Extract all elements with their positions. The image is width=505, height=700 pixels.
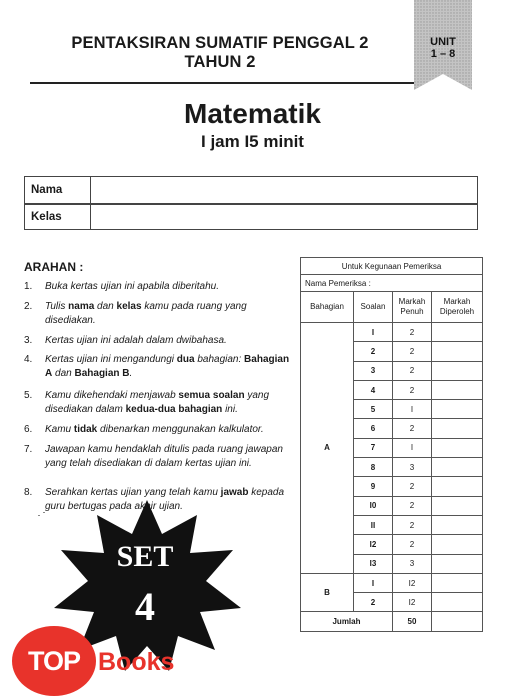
instruction-text: Buka kertas ujian ini apabila diberitahu.	[45, 281, 219, 292]
exam-duration: I jam I5 minit	[201, 132, 304, 151]
print-speck	[38, 515, 40, 516]
instruction-text: Serahkan kertas ujian yang telah kamu jawab kepada guru bertugas pada akhir ujian.	[45, 487, 285, 512]
table-row	[301, 573, 483, 592]
student-info-box	[24, 176, 478, 230]
marks-obtained-cell[interactable]	[432, 419, 483, 438]
instruction-text: Kamu tidak dibenarkan menggunakan kalkulator.	[45, 424, 264, 435]
full-marks: 2	[393, 477, 432, 496]
question-number: I	[354, 573, 393, 592]
instruction-text: Jawapan kamu hendaklah ditulis pada ruang jawapan yang telah disediakan di dalam kertas ujian ini.	[45, 444, 283, 469]
marks-obtained-cell[interactable]	[432, 342, 483, 361]
full-marks: I	[393, 438, 432, 457]
total-value: 50	[393, 612, 432, 631]
marks-obtained-cell[interactable]	[432, 438, 483, 457]
instruction-item	[24, 353, 290, 381]
instruction-item	[24, 300, 290, 328]
instruction-item	[24, 334, 290, 348]
full-marks: 3	[393, 554, 432, 573]
full-marks: 2	[393, 380, 432, 399]
assessment-title: PENTAKSIRAN SUMATIF PENGGAL 2	[71, 34, 369, 52]
table-row	[301, 323, 483, 342]
marks-obtained-cell[interactable]	[432, 477, 483, 496]
table-title: Untuk Kegunaan Pemeriksa	[301, 258, 483, 275]
marks-obtained-cell[interactable]	[432, 458, 483, 477]
total-label: Jumlah	[301, 612, 393, 631]
marks-obtained-cell[interactable]	[432, 554, 483, 573]
header-full-marks: Markah Penuh	[393, 292, 432, 323]
question-number: 7	[354, 438, 393, 457]
marks-obtained-cell[interactable]	[432, 593, 483, 612]
question-number: I2	[354, 535, 393, 554]
name-field[interactable]	[93, 177, 477, 203]
total-obtained-cell[interactable]	[432, 612, 483, 631]
question-number: 6	[354, 419, 393, 438]
question-number: I3	[354, 554, 393, 573]
marks-obtained-cell[interactable]	[432, 496, 483, 515]
marks-obtained-cell[interactable]	[432, 361, 483, 380]
full-marks: I	[393, 400, 432, 419]
instruction-number: 1.	[24, 281, 33, 292]
set-label: SET	[116, 540, 174, 573]
instruction-number: 5.	[24, 390, 33, 401]
header-divider	[30, 82, 414, 84]
section-a-label: A	[301, 323, 354, 574]
instruction-item	[24, 389, 290, 417]
subject-title: Matematik	[184, 98, 321, 129]
question-number: 4	[354, 380, 393, 399]
full-marks: I2	[393, 593, 432, 612]
full-marks: 2	[393, 419, 432, 438]
question-number: 3	[354, 361, 393, 380]
instruction-number: 7.	[24, 444, 33, 455]
instructions-title: ARAHAN :	[24, 260, 84, 274]
marks-obtained-cell[interactable]	[432, 400, 483, 419]
question-number: 8	[354, 458, 393, 477]
ribbon-unit-range: 1 – 8	[430, 48, 456, 60]
logo-top-text: TOP	[27, 646, 80, 676]
ribbon-unit-label: UNIT	[430, 36, 456, 48]
marks-obtained-cell[interactable]	[432, 380, 483, 399]
marks-obtained-cell[interactable]	[432, 535, 483, 554]
question-number: 2	[354, 342, 393, 361]
instruction-text: Kamu dikehendaki menjawab semua soalan yang disediakan dalam kedua-dua bahagian ini.	[45, 390, 270, 415]
marks-obtained-cell[interactable]	[432, 573, 483, 592]
question-number: II	[354, 515, 393, 534]
name-label: Nama	[25, 177, 91, 203]
instruction-item	[24, 423, 290, 437]
section-b-label: B	[301, 573, 354, 612]
full-marks: 2	[393, 535, 432, 554]
header-section: Bahagian	[301, 292, 354, 323]
instruction-number: 4.	[24, 354, 33, 365]
full-marks: 2	[393, 342, 432, 361]
question-number: 5	[354, 400, 393, 419]
question-number: I	[354, 323, 393, 342]
full-marks: 2	[393, 361, 432, 380]
print-speck	[43, 512, 45, 513]
full-marks: I2	[393, 573, 432, 592]
instruction-text: Tulis nama dan kelas kamu pada ruang yang disediakan.	[45, 301, 247, 326]
set-number: 4	[135, 584, 155, 629]
full-marks: 2	[393, 515, 432, 534]
examiner-table	[300, 257, 483, 632]
instruction-number: 2.	[24, 301, 33, 312]
full-marks: 3	[393, 458, 432, 477]
question-number: 9	[354, 477, 393, 496]
header-question: Soalan	[354, 292, 393, 323]
year-title: TAHUN 2	[184, 53, 256, 71]
instruction-item	[24, 443, 290, 471]
marks-obtained-cell[interactable]	[432, 515, 483, 534]
instruction-number: 6.	[24, 424, 33, 435]
examiner-name-label: Nama Pemeriksa :	[301, 275, 483, 292]
question-number: 2	[354, 593, 393, 612]
total-row	[301, 612, 483, 631]
instruction-number: 3.	[24, 335, 33, 346]
instruction-text: Kertas ujian ini adalah dalam dwibahasa.	[45, 335, 227, 346]
marks-obtained-cell[interactable]	[432, 323, 483, 342]
instruction-number: 8.	[24, 487, 33, 498]
header-marks-obtained: Markah Diperoleh	[432, 292, 483, 323]
class-field[interactable]	[93, 204, 477, 229]
question-number: I0	[354, 496, 393, 515]
instruction-text: Kertas ujian ini mengandungi dua bahagian: Bahagian A dan Bahagian B.	[45, 354, 290, 379]
full-marks: 2	[393, 496, 432, 515]
class-label: Kelas	[25, 204, 91, 230]
instruction-item	[24, 280, 290, 294]
logo-books-text: Books	[98, 648, 175, 676]
full-marks: 2	[393, 323, 432, 342]
unit-ribbon	[414, 0, 472, 90]
